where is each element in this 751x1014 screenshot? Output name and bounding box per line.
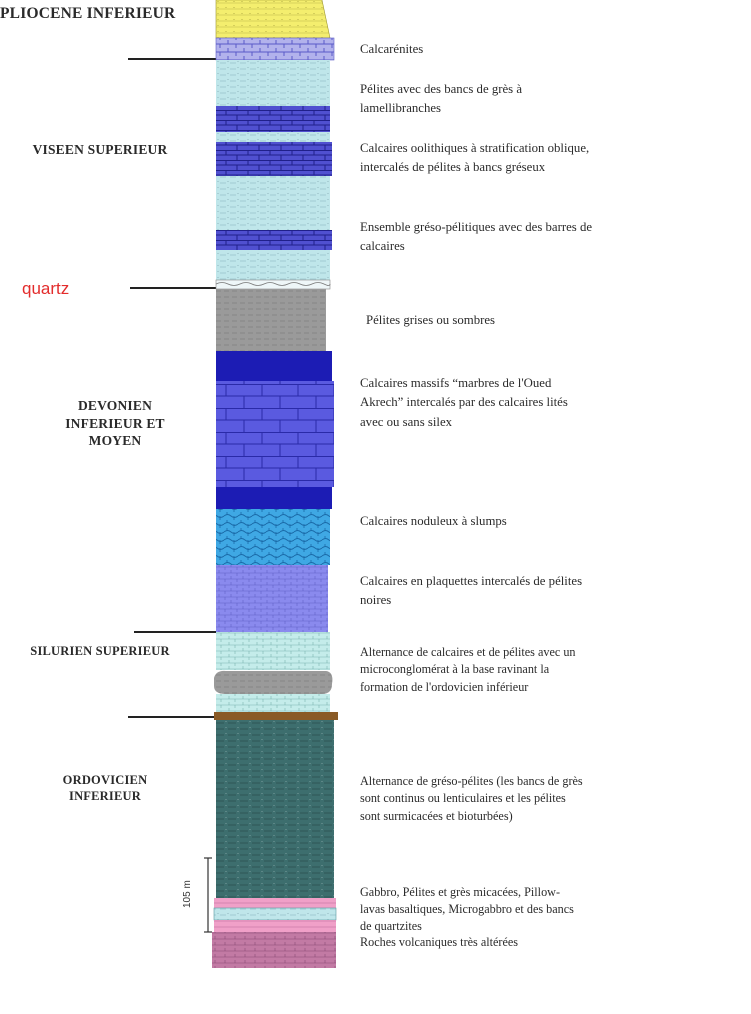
era-devonian-line-2: INFERIEUR ET [65,415,165,431]
desc-gabbro [360,884,690,951]
layer-brown-base [214,712,338,720]
quartz-annotation: quartz [22,279,70,298]
layer-volcanic-rocks [212,932,336,968]
desc-alternance-silurien [360,644,690,696]
layer-calcaires-massifs [216,381,334,487]
layer-pale-band-2 [216,176,330,230]
desc-calcarenites: Calcarénites [360,42,424,56]
layer-pale-band-3 [216,250,330,280]
desc-calcaires-oolithiques [360,139,680,178]
desc-pelites-gres [360,80,680,119]
desc-plaquettes-line-2: noires [360,593,392,608]
desc-calcaires-noduleux: Calcaires noduleux à slumps [360,514,507,528]
layer-pink-1 [214,898,336,908]
era-ordovician-line-2: INFERIEUR [69,789,141,804]
layer-calcaires-noduleux [216,509,330,565]
layer-pale-band-1 [216,132,330,142]
desc-gabbro-line-1: Gabbro, Pélites et grès micacées, Pillow- [360,885,561,899]
desc-ordovicien-line-3: sont surmicacées et bioturbées) [360,808,513,823]
desc-massifs-line-2: Akrech” intercalés par des calcaires lités [360,395,568,410]
layer-silurian-lower [216,694,330,712]
desc-ensemble-line-2: calcaires [360,239,405,254]
desc-gabbro-line-3: de quartzites [360,918,422,933]
layer-pelites-grises [216,289,326,351]
era-ordovician-line-1: ORDOVICIEN [62,773,148,787]
desc-gabbro-line-2: lavas basaltiques, Microgabbro et des bancs [360,901,574,916]
layer-ordovician-greso-pelites [216,720,334,898]
layer-silurian-upper [216,632,330,670]
era-visean-label: VISEEN SUPERIEUR [32,142,168,157]
layer-navy-top [216,351,332,381]
layer-blue-limestone-2 [216,142,332,176]
desc-ordovicien-line-1: Alternance de gréso-pélites (les bancs de grès [360,774,583,788]
layer-pink-2 [214,920,336,932]
desc-ensemble-line-1: Ensemble gréso-pélitiques avec des barres de [360,220,593,234]
desc-ordovicien-line-2: sont continus ou lenticulaires et les pélites [360,791,566,806]
desc-oolithiques-line-2: intercalés de pélites à bancs gréseux [360,160,546,175]
desc-pelites-gres-line-2: lamellibranches [360,101,442,116]
desc-oolithiques-line-1: Calcaires oolithiques à stratification oblique, [360,141,590,155]
layer-pliocene-sand [216,0,330,38]
layer-quartz-band [216,280,330,289]
layer-calcarenites [216,38,334,60]
layer-blue-limestone-3 [216,230,332,250]
layer-quartzite-band [214,908,336,920]
desc-gabbro-line-4: Roches volcaniques très altérées [360,935,519,950]
desc-silurien-line-2: microconglomérat à la base ravinant la [360,662,550,677]
layer-pelites-gres [216,60,330,106]
desc-pelites-gres-line-1: Pélites avec des bancs de grès à [360,82,523,96]
desc-massifs-line-1: Calcaires massifs “marbres de l'Oued [360,376,552,390]
desc-silurien-line-3: formation de l'ordovicien inférieur [360,679,529,694]
layer-microconglomerate [214,671,332,694]
layer-blue-limestone-1 [216,106,330,132]
desc-plaquettes-line-1: Calcaires en plaquettes intercalés de pélites [360,574,583,588]
desc-calcaires-massifs [360,374,680,432]
era-devonian-line-1: DEVONIEN [77,398,153,413]
desc-pelites-grises: Pélites grises ou sombres [366,313,496,327]
layer-calcaires-plaquettes [216,565,328,632]
era-silurian-label: SILURIEN SUPERIEUR [30,644,170,658]
desc-silurien-line-1: Alternance de calcaires et de pélites avec un [360,645,576,659]
desc-ensemble-greso [360,218,680,257]
era-devonian-line-3: MOYEN [88,433,142,449]
scale-label: 105 m [182,880,193,908]
layer-navy-bottom [216,487,332,509]
desc-massifs-line-3: avec ou sans silex [360,414,453,429]
desc-calcaires-plaquettes [360,572,680,611]
era-pliocene-label: PLIOCENE INFERIEUR [0,5,176,22]
desc-alternance-ordovicien [360,773,690,825]
